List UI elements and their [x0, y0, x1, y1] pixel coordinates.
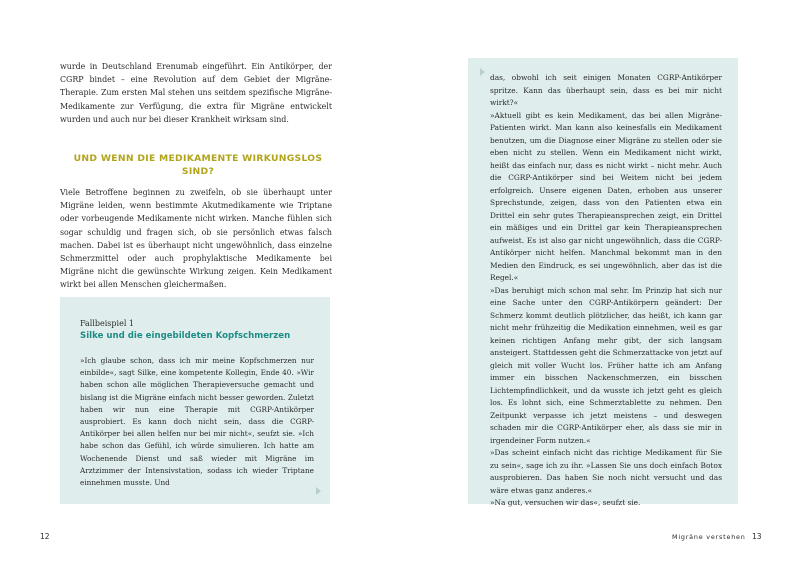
- case-example-box: [60, 297, 330, 504]
- section-heading: UND WENN DIE MEDIKAMENTE WIRKUNGSLOS SIND?: [73, 153, 323, 177]
- case-continuation-box: [468, 58, 738, 507]
- page-number-right: 13: [752, 532, 762, 541]
- paragraph: das, obwohl ich seit einigen Monaten CGRP-Antikörper spritze. Kann das überhaupt sein, dass es bei mir nicht wirkt?«: [490, 73, 722, 107]
- paragraph: »Aktuell gibt es kein Medikament, das bei allen Migräne-Patienten wirkt. Man kann also keinesfalls ein Medikament benutzen, um die Diagnose einer Migräne zu stellen oder sie eben nicht zu stellen. Wenn ein Medikament nicht wirkt, heißt das einfach nur, dass es nicht wirkt – nicht mehr. Auch die CGRP-Antikörper sind bei Weitem nicht bei jedem erfolgreich. Unsere eigenen Daten, erhoben aus unserer Sprechstunde, zeigen, dass von den Patienten etwa ein Drittel ein sehr gutes Therapieansprechen zeigt, ein Drittel ein mäßiges und ein Drittel gar kein Therapieansprechen aufweist. Es ist also gar nicht ungewöhnlich, dass die CGRP-Antikörper nicht helfen. Manchmal bekommt man in den Medien den Eindruck, es sei ungewöhnlich, aber das ist die Regel.«: [490, 110, 722, 282]
- right-page: [400, 0, 800, 568]
- running-head: Migräne verstehen: [672, 533, 746, 541]
- body-paragraph: Viele Betroffene beginnen zu zweifeln, ob sie überhaupt unter Migräne leiden, wenn bestimmte Akutmedikamente wie Triptane oder vorbeugende Medikamente nicht wirken. Manche fühlen sich sogar schuldig und fragen sich, ob sie persönlich etwas falsch machen. Dabei ist es überhaupt nicht ungewöhnlich, dass einzelne Schmerzmittel oder auch prophylaktische Medikamente bei Migräne nicht die gewünschte Wirkung zeigen. Kein Medikament wirkt bei allen Menschen gleichermaßen.: [60, 188, 332, 290]
- paragraph: »Das scheint einfach nicht das richtige Medikament für Sie zu sein«, sage ich zu ihr. »Lassen Sie uns doch einfach Botox ausprobieren. Das haben Sie noch nicht versucht und das wäre etwas ganz anderes.«: [490, 448, 722, 495]
- case-continuation-text: [490, 72, 722, 510]
- paragraph: »Das beruhigt mich schon mal sehr. Im Prinzip hat sich nur eine Sache unter den CGRP-Antikörpern geändert: Der Schmerz kommt deutlich plötzlicher, das heißt, ich kann gar nicht mehr frühzeitig die Medikation einnehmen, weil es gar keinen richtigen Anfang mehr gibt, der sich langsam ansteigert. Stattdessen geht die Schmerzattacke von jetzt auf gleich mit voller Wucht los. Früher hatte ich am Anfang immer ein bisschen Nackenschmerzen, ein bisschen Lichtempfindlichkeit, und da wusste ich jetzt geht es gleich los. Es lohnt sich, eine Schmerztablette zu nehmen. Den Zeitpunkt verpasse ich jetzt meistens – und deswegen schaden mir die CGRP-Antikörper eher, als dass sie mir in irgendeiner Form nutzen.«: [490, 285, 722, 445]
- intro-paragraph: wurde in Deutschland Erenumab eingeführt. Ein Antikörper, der CGRP bindet – eine Revolution auf dem Gebiet der Migräne-Therapie. Zum ersten Mal stehen uns seitdem spezifische Migräne-Medikamente zur Verfügung, die extra für Migräne entwickelt wurden und auch nur bei dieser Krankheit wirksam sind.: [60, 62, 332, 124]
- continuation-arrow-icon: [480, 68, 485, 76]
- continue-arrow-icon: [316, 487, 321, 495]
- case-title: Silke und die eingebildeten Kopfschmerzen: [80, 331, 291, 341]
- page-number-left: 12: [40, 532, 50, 541]
- case-text: »Ich glaube schon, dass ich mir meine Kopfschmerzen nur einbilde«, sagt Silke, eine kompetente Kollegin, Ende 40. »Wir haben schon alle möglichen Therapieversuche gemacht und bislang ist die Migräne einfach nicht besser geworden. Zuletzt haben wir nun eine Therapie mit CGRP-Antikörper ausprobiert. Es kann doch nicht sein, dass die CGRP-Antikörper bei allen helfen nur bei mir nicht«, seufzt sie. »Ich habe schon das Gefühl, ich würde simulieren. Ich hatte am Wochenende Dienst und saß wieder mit Migräne im Arztzimmer der Intensivstation, sodass ich wieder Triptane einnehmen musste. Und: [80, 356, 314, 488]
- case-label: Fallbeispiel 1: [80, 319, 135, 328]
- paragraph: »Na gut, versuchen wir das«, seufzt sie.: [490, 498, 641, 507]
